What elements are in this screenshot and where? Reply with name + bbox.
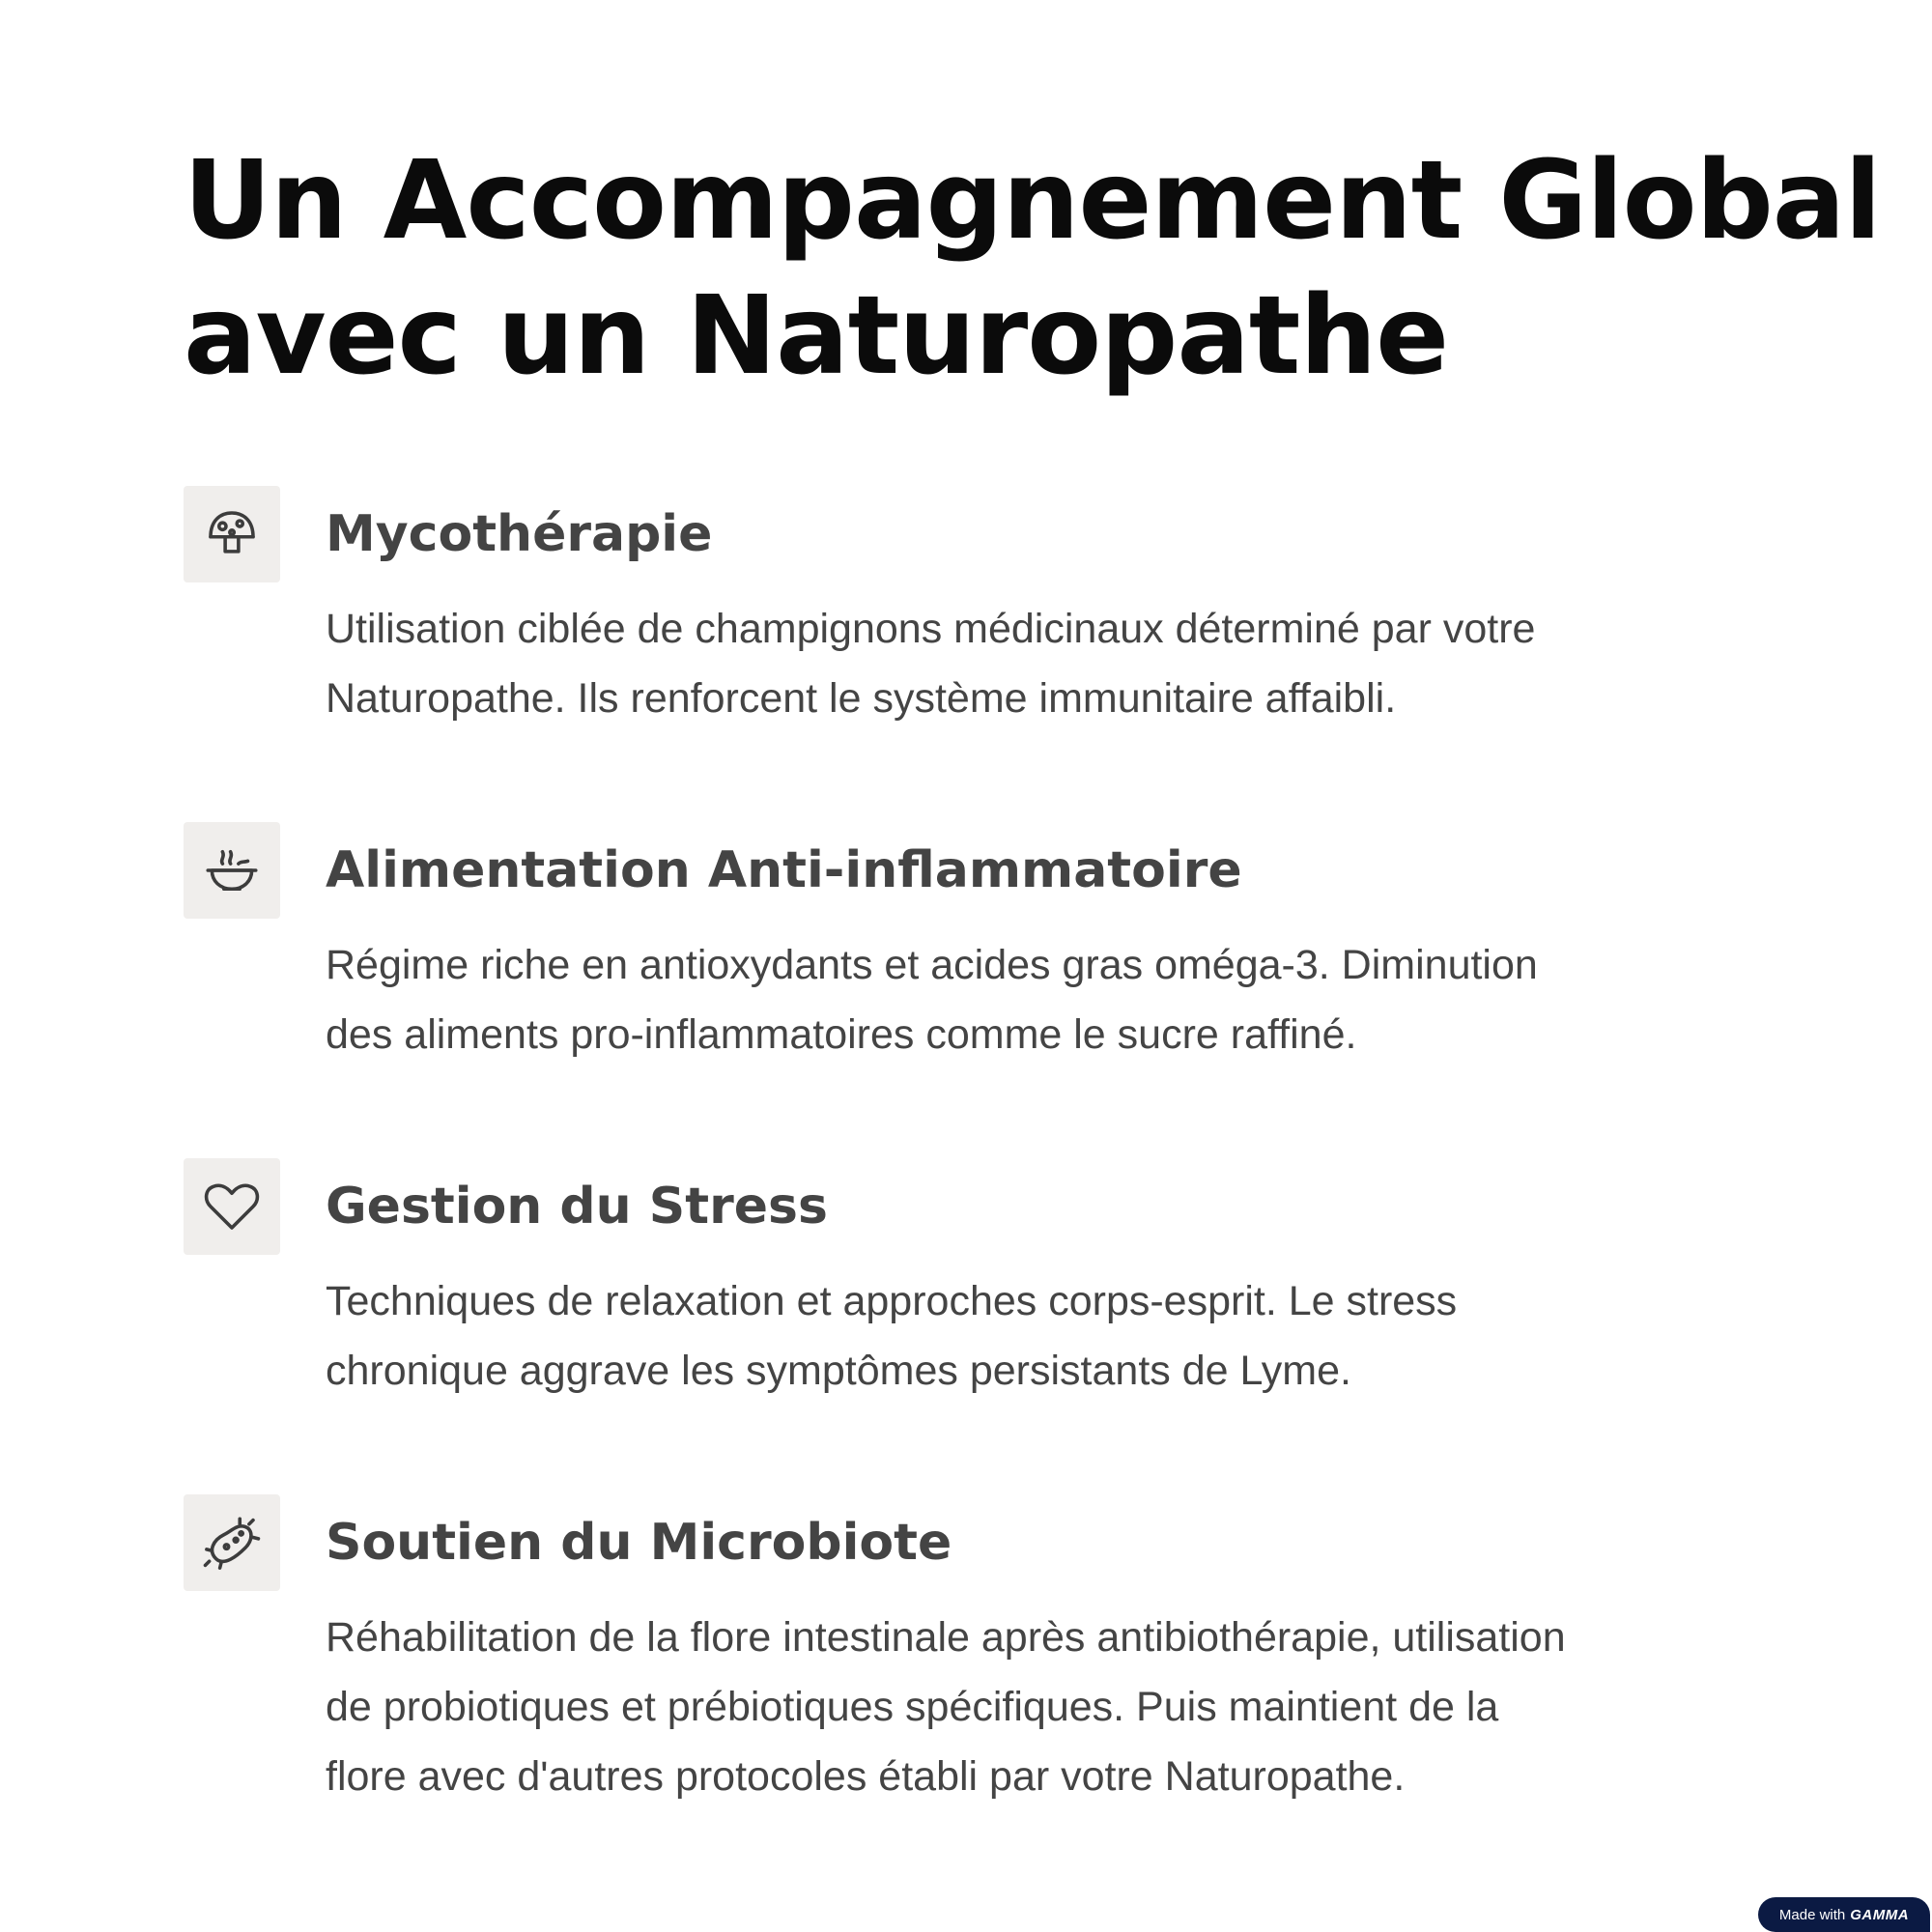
page-title	[184, 133, 1881, 404]
feature-title: Soutien du Microbiote	[326, 1514, 952, 1572]
feature-text	[326, 499, 1765, 733]
badge-brand: GAMMA	[1850, 1906, 1910, 1923]
made-with-gamma-badge[interactable]	[1758, 1897, 1930, 1932]
feature-text	[326, 836, 1765, 1069]
feature-description-line: Techniques de relaxation et approches corps-esprit. Le stress	[326, 1278, 1458, 1324]
slide	[184, 133, 1881, 1800]
feature-text	[326, 1508, 1765, 1811]
soup-bowl-icon	[184, 822, 280, 919]
feature-description-line: Régime riche en antioxydants et acides gras oméga-3. Diminution	[326, 942, 1538, 988]
feature-text	[326, 1172, 1765, 1406]
feature-title: Mycothérapie	[326, 505, 713, 563]
feature-description-line: Naturopathe. Ils renforcent le système immunitaire affaibli.	[326, 675, 1397, 722]
page-title-line-1: Un Accompagnement Global	[184, 138, 1881, 264]
page-title-line-2: avec un Naturopathe	[184, 273, 1449, 399]
feature-item-stress	[184, 1158, 1768, 1494]
feature-title: Alimentation Anti-inflammatoire	[326, 841, 1242, 899]
feature-description-line: de probiotiques et prébiotiques spécifiques. Puis maintient de la	[326, 1684, 1499, 1730]
feature-description	[326, 1266, 1765, 1406]
feature-description-line: des aliments pro-inflammatoires comme le sucre raffiné.	[326, 1011, 1357, 1058]
feature-item-mycotherapie	[184, 486, 1768, 822]
feature-description-line: chronique aggrave les symptômes persistants de Lyme.	[326, 1348, 1351, 1394]
feature-item-microbiote	[184, 1494, 1768, 1900]
feature-description-line: Utilisation ciblée de champignons médicinaux déterminé par votre	[326, 606, 1536, 652]
feature-description-line: flore avec d'autres protocoles établi par votre Naturopathe.	[326, 1753, 1406, 1800]
feature-description	[326, 594, 1765, 733]
bacteria-icon	[184, 1494, 280, 1591]
heart-icon	[184, 1158, 280, 1255]
feature-item-alimentation	[184, 822, 1768, 1158]
feature-list	[184, 486, 1768, 1900]
badge-prefix: Made with	[1778, 1906, 1846, 1923]
feature-description-line: Réhabilitation de la flore intestinale après antibiothérapie, utilisation	[326, 1614, 1566, 1661]
feature-description	[326, 1603, 1765, 1811]
feature-description	[326, 930, 1765, 1069]
mushroom-icon	[184, 486, 280, 582]
feature-title: Gestion du Stress	[326, 1178, 828, 1236]
